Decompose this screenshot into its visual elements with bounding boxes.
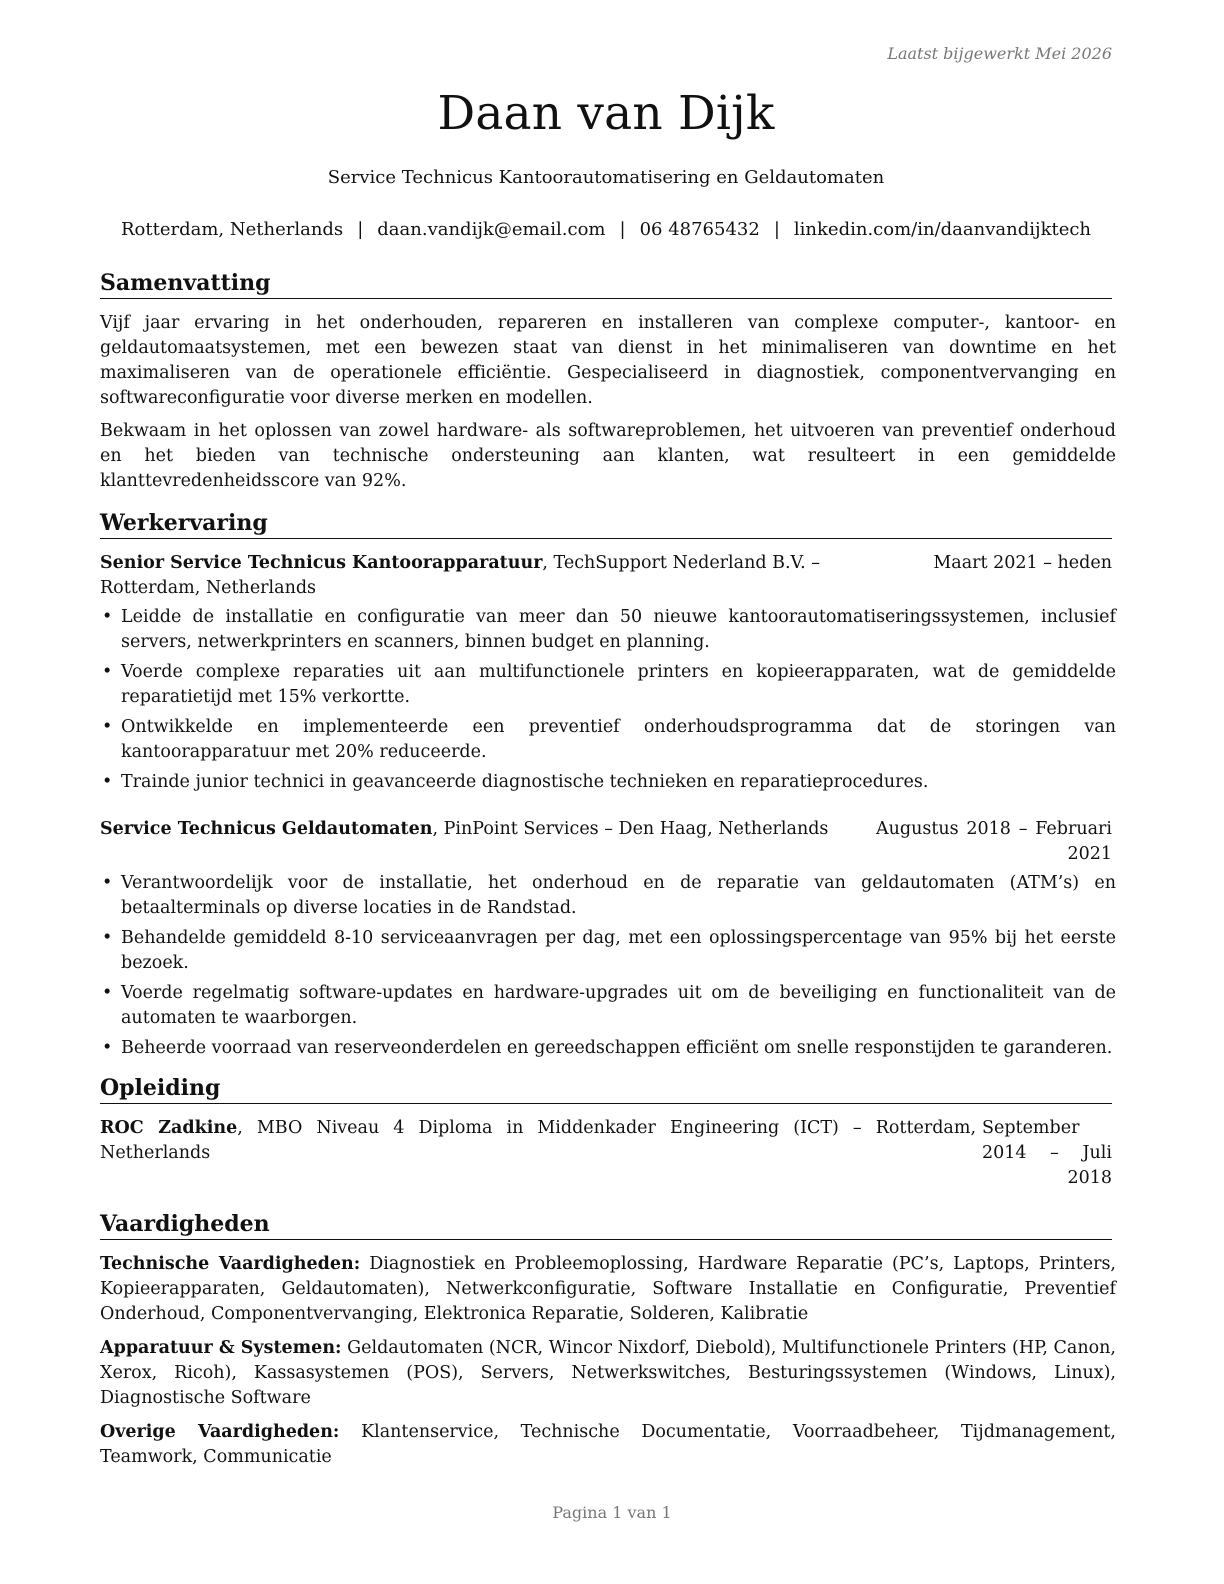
- job-header: [100, 817, 1112, 867]
- job-bullet: • Voerde regelmatig software-updates en hardware-upgrades uit om de beveiliging en functionaliteit van de automaten te waarborgen.: [100, 981, 1116, 1031]
- skill-group: [100, 1336, 1116, 1411]
- page-footer: Pagina 1 van 1: [552, 1503, 672, 1522]
- job-bullet: • Ontwikkelde en implementeerde een preventief onderhoudsprogramma dat de storingen van kantoorapparatuur met 20% reduceerde.: [100, 715, 1116, 765]
- skill-group-text: Diagnostiek en Probleemoplossing, Hardware Reparatie (PC’s, Laptops, Printers, Kopieerapparaten, Geldautomaten), Netwerkconfiguratie, Software Installatie en Configuratie, Preventief Onderhoud, Componentvervanging, Elektronica Reparatie, Solderen, Kalibratie: [100, 1254, 1116, 1324]
- skill-group-text: Klantenservice, Technische Documentatie, Voorraadbeheer, Tijdmanagement, Teamwork, Communicatie: [100, 1422, 1116, 1467]
- headline: Service Technicus Kantoorautomatisering en Geldautomaten: [327, 167, 885, 188]
- contact-separator: |: [357, 219, 364, 240]
- contact-email[interactable]: daan.vandijk@email.com: [377, 219, 606, 240]
- job-entry: [100, 551, 1116, 795]
- summary-paragraph: Vijf jaar ervaring in het onderhouden, repareren en installeren van complexe computer-, kantoor- en geldautomaatsystemen, met een bewezen staat van dienst in het minimaliseren van downtime en het maximaliseren van de operationele efficiëntie. Gespecialiseerd in diagnostiek, componentvervanging en softwareconfiguratie voor diverse merken en modellen.: [100, 313, 1116, 408]
- summary-section: [100, 270, 1116, 494]
- job-role: Service Technicus Geldautomaten: [100, 819, 433, 839]
- job-org: , PinPoint Services – Den Haag, Netherlands: [432, 819, 829, 839]
- education-entry: [100, 1116, 1112, 1191]
- contact-line: [100, 219, 1112, 240]
- education-section: [100, 1075, 1116, 1191]
- contact-separator: |: [619, 219, 626, 240]
- experience-section: [100, 510, 1116, 1061]
- section-title-education: Opleiding: [100, 1075, 1112, 1104]
- contact-phone: 06 48765432: [639, 219, 760, 240]
- summary-paragraph: Bekwaam in het oplossen van zowel hardware- als softwareproblemen, het uitvoeren van preventief onderhoud en het bieden van technische ondersteuning aan klanten, wat resulteert in een gemiddelde klanttevredenheidsscore van 92%.: [100, 421, 1116, 491]
- resume-content: [100, 270, 1116, 1479]
- job-title-line: [100, 817, 856, 867]
- resume-page: [100, 0, 1116, 1584]
- education-school: ROC Zadkine: [100, 1118, 238, 1138]
- job-dates: Maart 2021 – heden: [933, 553, 1112, 573]
- skill-group-label: Technische Vaardigheden:: [100, 1254, 361, 1274]
- job-bullet: • Beheerde voorraad van reserveonderdelen en gereedschappen efficiënt om snelle responstijden te garanderen.: [100, 1036, 1116, 1061]
- job-bullet: • Voerde complexe reparaties uit aan multifunctionele printers en kopieerapparaten, wat de gemiddelde reparatietijd met 15% verkortte.: [100, 660, 1116, 710]
- job-bullet: • Behandelde gemiddeld 8-10 serviceaanvragen per dag, met een oplossingspercentage van 95% bij het eerste bezoek.: [100, 926, 1116, 976]
- job-header: [100, 551, 1112, 601]
- candidate-name: Daan van Dijk: [437, 86, 775, 141]
- job-role: Senior Service Technicus Kantoorapparatuur: [100, 553, 543, 573]
- last-updated: Laatst bijgewerkt Mei 2026: [887, 44, 1112, 63]
- job-title-line: [100, 551, 913, 601]
- education-detail: , MBO Niveau 4 Diploma in Middenkader Engineering (ICT) – Rotterdam, Netherlands: [100, 1118, 977, 1163]
- education-title-line: [100, 1116, 976, 1191]
- job-bullet: • Leidde de installatie en configuratie van meer dan 50 nieuwe kantoorautomatiseringssystemen, inclusief servers, netwerkprinters en scanners, binnen budget en planning.: [100, 605, 1116, 655]
- skill-group: [100, 1252, 1116, 1327]
- skill-group-text: Geldautomaten (NCR, Wincor Nixdorf, Diebold), Multifunctionele Printers (HP, Canon, Xerox, Ricoh), Kassasystemen (POS), Servers, Netwerkswitches, Besturingssystemen (Windows, Linux), Diagnostische Software: [100, 1338, 1116, 1408]
- skills-section: [100, 1211, 1116, 1470]
- job-entry: [100, 817, 1116, 1061]
- job-dates: Augustus 2018 – Februari 2021: [876, 819, 1112, 864]
- section-title-experience: Werkervaring: [100, 510, 1112, 539]
- skill-group: [100, 1420, 1116, 1470]
- contact-location: Rotterdam, Netherlands: [120, 219, 344, 240]
- contact-separator: |: [773, 219, 780, 240]
- section-title-skills: Vaardigheden: [100, 1211, 1112, 1240]
- job-bullets: [100, 871, 1116, 1061]
- job-bullets: [100, 605, 1116, 795]
- section-title-summary: Samenvatting: [100, 270, 1112, 299]
- job-bullet: • Trainde junior technici in geavanceerde diagnostische technieken en reparatieprocedures.: [100, 770, 1116, 795]
- contact-linkedin[interactable]: linkedin.com/in/daanvandijktech: [793, 219, 1092, 240]
- skill-group-label: Overige Vaardigheden:: [100, 1422, 340, 1442]
- education-dates: September 2014 – Juli 2018: [982, 1118, 1112, 1188]
- skill-group-label: Apparatuur & Systemen:: [100, 1338, 342, 1358]
- job-bullet: • Verantwoordelijk voor de installatie, het onderhoud en de reparatie van geldautomaten (ATM’s) en betaalterminals op diverse locaties in de Randstad.: [100, 871, 1116, 921]
- job-org: , TechSupport Nederland B.V. – Rotterdam, Netherlands: [100, 553, 820, 598]
